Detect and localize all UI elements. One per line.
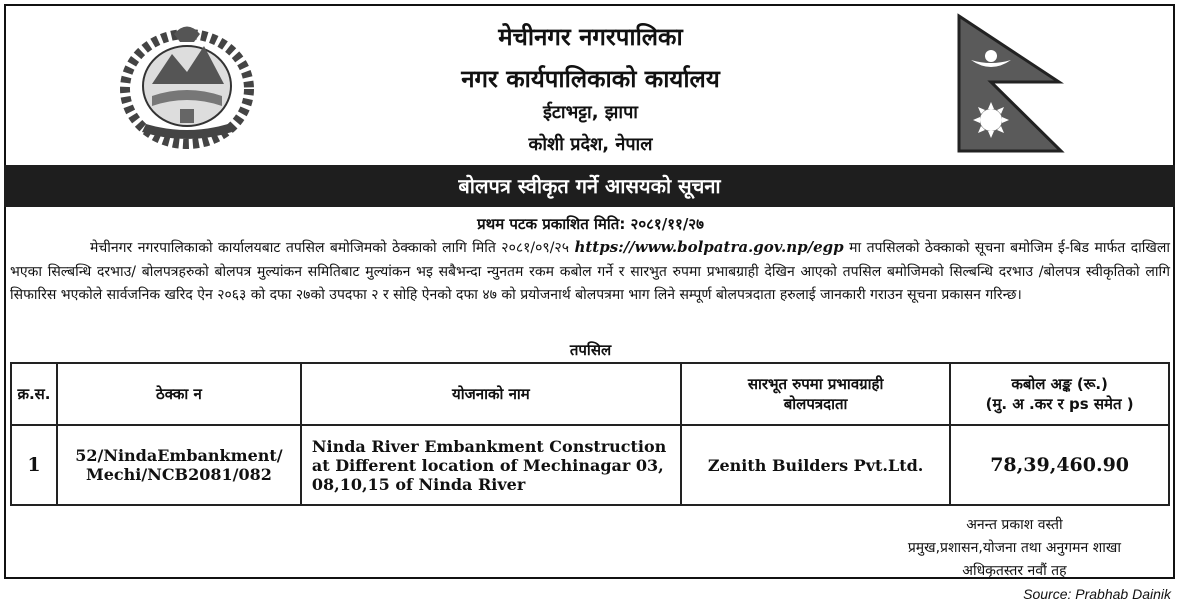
office-location: ईटाभट्टा, झापा [543,102,638,123]
header-project: योजनाको नाम [301,363,681,425]
egp-url-link[interactable]: https://www.bolpatra.gov.np/egp [574,238,844,256]
header-bidder [681,363,950,425]
office-name: नगर कार्यपालिकाको कार्यालय [461,65,720,93]
row-sn: 1 [11,425,57,505]
award-table [10,362,1170,506]
header-amount-line2: (मु. अ .कर र ps समेत ) [985,395,1134,413]
signature-block [908,514,1121,583]
row-contract-no [57,425,301,505]
project-line3: 08,10,15 of Ninda River [311,474,526,494]
signatory-rank: अधिकृतस्तर नवौं तह [962,563,1067,579]
header-amount-line1: कबोल अङ्क (रू.) [1011,375,1108,393]
notice-body-part2: मा तपसिलको ठेक्काको सूचना बमोजिम ई-बिड मार्फत दाखिला भएका सिल्बन्धि दरभाउ/ बोलपत्रहरुको बोलपत्र मुल्यांकन समितिबाट मुल्यांकन भइ सबैभन्दा न्युनतम रकम कबोल गर्ने र सारभुत रुपमा प्रभाबग्राही देखिन आएको तपसिल बमोजिमको सिल्बन्धि दरभाउ /बोलपत्र स्वीकृतिको लागि सिफारिस भएकोले सार्वजनिक खरिद ऐन २०६३ को दफा २७को उपदफा २ र सोहि ऐनको दफा ४७ को प्रयोजनार्थ बोलपत्रमा भाग लिने सम्पूर्ण बोलपत्रदाता हरुलाई जानकारी गराउन सूचना प्रकासन गरिन्छ। [10,240,1171,303]
header-contract: ठेक्का न [57,363,301,425]
province-country: कोशी प्रदेश, नेपाल [528,134,653,155]
table-row [11,425,1169,505]
row-project-name [301,425,681,505]
header-bidder-line1: सारभूत रुपमा प्रभावग्राही [747,375,884,393]
signatory-title: प्रमुख,प्रशासन,योजना तथा अनुगमन शाखा [907,540,1121,556]
contract-line1: 52/NindaEmbankment/ [75,446,283,465]
notice-title: बोलपत्र स्वीकृत गर्ने आसयको सूचना [4,165,1175,207]
notice-body-part1: मेचीनगर नगरपालिकाको कार्यालयबाट तपसिल बमोजिमको ठेक्काको लागि मिति २०८१/०९/२५ [90,240,569,256]
table-caption: तपसिल [569,341,612,359]
signatory-name: अनन्त प्रकाश वस्ती [966,517,1063,533]
contract-line2: Mechi/NCB2081/082 [86,465,272,484]
source-credit: Source: Prabhab Dainik [1023,586,1171,602]
row-amount: 78,39,460.90 [950,425,1169,505]
project-line1: Ninda River Embankment Construction [311,436,667,456]
table-header-row [11,363,1169,425]
header-sn: क्र.स. [11,363,57,425]
municipality-name: मेचीनगर नगरपालिका [498,23,683,51]
header-bidder-line2: बोलपत्रदाता [783,395,848,413]
header-amount [950,363,1169,425]
row-bidder: Zenith Builders Pvt.Ltd. [681,425,950,505]
published-date: प्रथम पटक प्रकाशित मिति: २०८१/११/२७ [477,215,704,233]
project-line2: at Different location of Mechinagar 03, [311,455,664,475]
notice-body [10,236,1170,308]
